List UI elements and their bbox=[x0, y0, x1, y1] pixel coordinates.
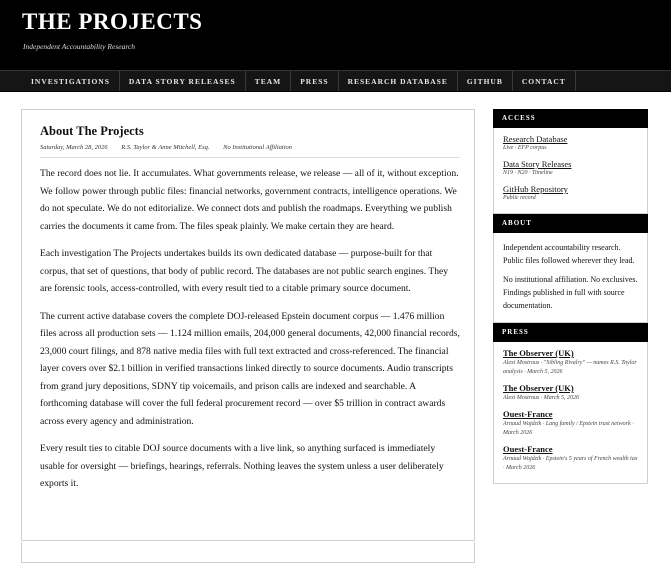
article-paragraph: Every result ties to citable DOJ source documents with a live link, so anything surfaced is immediately usable for oversight — briefings, hearings, referrals. Nothing leaves the system unless a user deliberately exports it. bbox=[40, 443, 444, 489]
press-sub: Arnaud Wajdzik · Epstein's 5 years of French wealth tax · March 2026 bbox=[503, 456, 638, 471]
article bbox=[21, 109, 475, 541]
press-link[interactable]: The Observer (UK) bbox=[503, 348, 574, 358]
masthead bbox=[0, 0, 671, 70]
press-link[interactable]: Ouest-France bbox=[503, 444, 553, 454]
access-link-data-story-releases[interactable]: Data Story Releases bbox=[503, 159, 572, 169]
press-link[interactable]: Ouest-France bbox=[503, 409, 553, 419]
access-heading: ACCESS bbox=[493, 109, 648, 128]
nav-research-database[interactable]: RESEARCH DATABASE bbox=[339, 71, 458, 91]
access-link-github-repository[interactable]: GitHub Repository bbox=[503, 184, 568, 194]
access-sub: Public record bbox=[503, 195, 536, 201]
nav-press[interactable]: PRESS bbox=[291, 71, 338, 91]
about-heading: ABOUT bbox=[493, 214, 648, 233]
access-sub: N19 · N20 · Timeline bbox=[503, 170, 553, 176]
article-authors: R.S. Taylor & Anne Mitchell, Esq. bbox=[121, 144, 210, 151]
sidebar bbox=[493, 109, 648, 484]
press-link[interactable]: The Observer (UK) bbox=[503, 383, 574, 393]
nav-contact[interactable]: CONTACT bbox=[513, 71, 576, 91]
article-paragraph: The current active database covers the complete DOJ-released Epstein document corpus — 1.476 million files across all production sets — 1.124 million emails, 204,000 general documents, 42,000 financial records, 23,000 court filings, and 878 native media files with full text extracted and cross-referenced. The financial layer covers over $2.1 billion in verified transactions linked directly to source documents. Audio transcripts from grand jury depositions, SDNY tip voicemails, and prison calls are indexed and searchable. A forthcoming database will cover the full federal procurement record — over $5 trillion in contract awards across every agency and administration. bbox=[40, 310, 460, 427]
article-affiliation: No Institutional Affiliation bbox=[223, 144, 292, 151]
press-sub: Alexi Mostrous · "Sibling Rivalry" — names R.S. Taylor analysis · March 5, 2026 bbox=[503, 360, 637, 375]
press-box bbox=[493, 342, 648, 484]
article-byline bbox=[40, 144, 460, 158]
access-sub: Live · EFP corpus bbox=[503, 145, 547, 151]
article-title: About The Projects bbox=[40, 124, 144, 138]
access-box bbox=[493, 128, 648, 214]
nav-data-story-releases[interactable]: DATA STORY RELEASES bbox=[120, 71, 246, 91]
about-text: No institutional affiliation. No exclusives. Findings published in full with source documentation. bbox=[503, 275, 638, 310]
article-paragraph: Each investigation The Projects undertakes builds its own dedicated database — purpose-built for that corpus, that set of questions, that body of public record. The databases are not public search engines. They are forensic tools, access-controlled, with every result tied to a citable primary source document. bbox=[40, 248, 449, 294]
about-box bbox=[493, 233, 648, 323]
press-sub: Arnaud Wajdzik · Lang family / Epstein trust network · March 2026 bbox=[503, 421, 634, 436]
nav-github[interactable]: GITHUB bbox=[458, 71, 513, 91]
press-sub: Alexi Mostrous · March 5, 2026 bbox=[503, 395, 580, 401]
main-nav bbox=[0, 70, 671, 92]
article-bottom-panel bbox=[21, 542, 475, 563]
site-title[interactable]: THE PROJECTS bbox=[22, 9, 203, 34]
article-paragraph: The record does not lie. It accumulates. What governments release, we release — all of it, without exception. We follow power through public files: financial networks, government contracts, intelligence operations. We do not speculate. We do not editorialize. We connect dots and publish the roadmaps. Everything we publish carries the documents it came from. The files speak plainly. We make certain they are heard. bbox=[40, 168, 459, 232]
nav-investigations[interactable]: INVESTIGATIONS bbox=[22, 71, 120, 91]
nav-team[interactable]: TEAM bbox=[246, 71, 292, 91]
press-heading: PRESS bbox=[493, 323, 648, 342]
article-date: Saturday, March 28, 2026 bbox=[40, 144, 108, 151]
access-link-research-database[interactable]: Research Database bbox=[503, 134, 568, 144]
about-text: Independent accountability research. Public files followed wherever they lead. bbox=[503, 243, 635, 265]
site-tagline: Independent Accountability Research bbox=[23, 42, 136, 51]
